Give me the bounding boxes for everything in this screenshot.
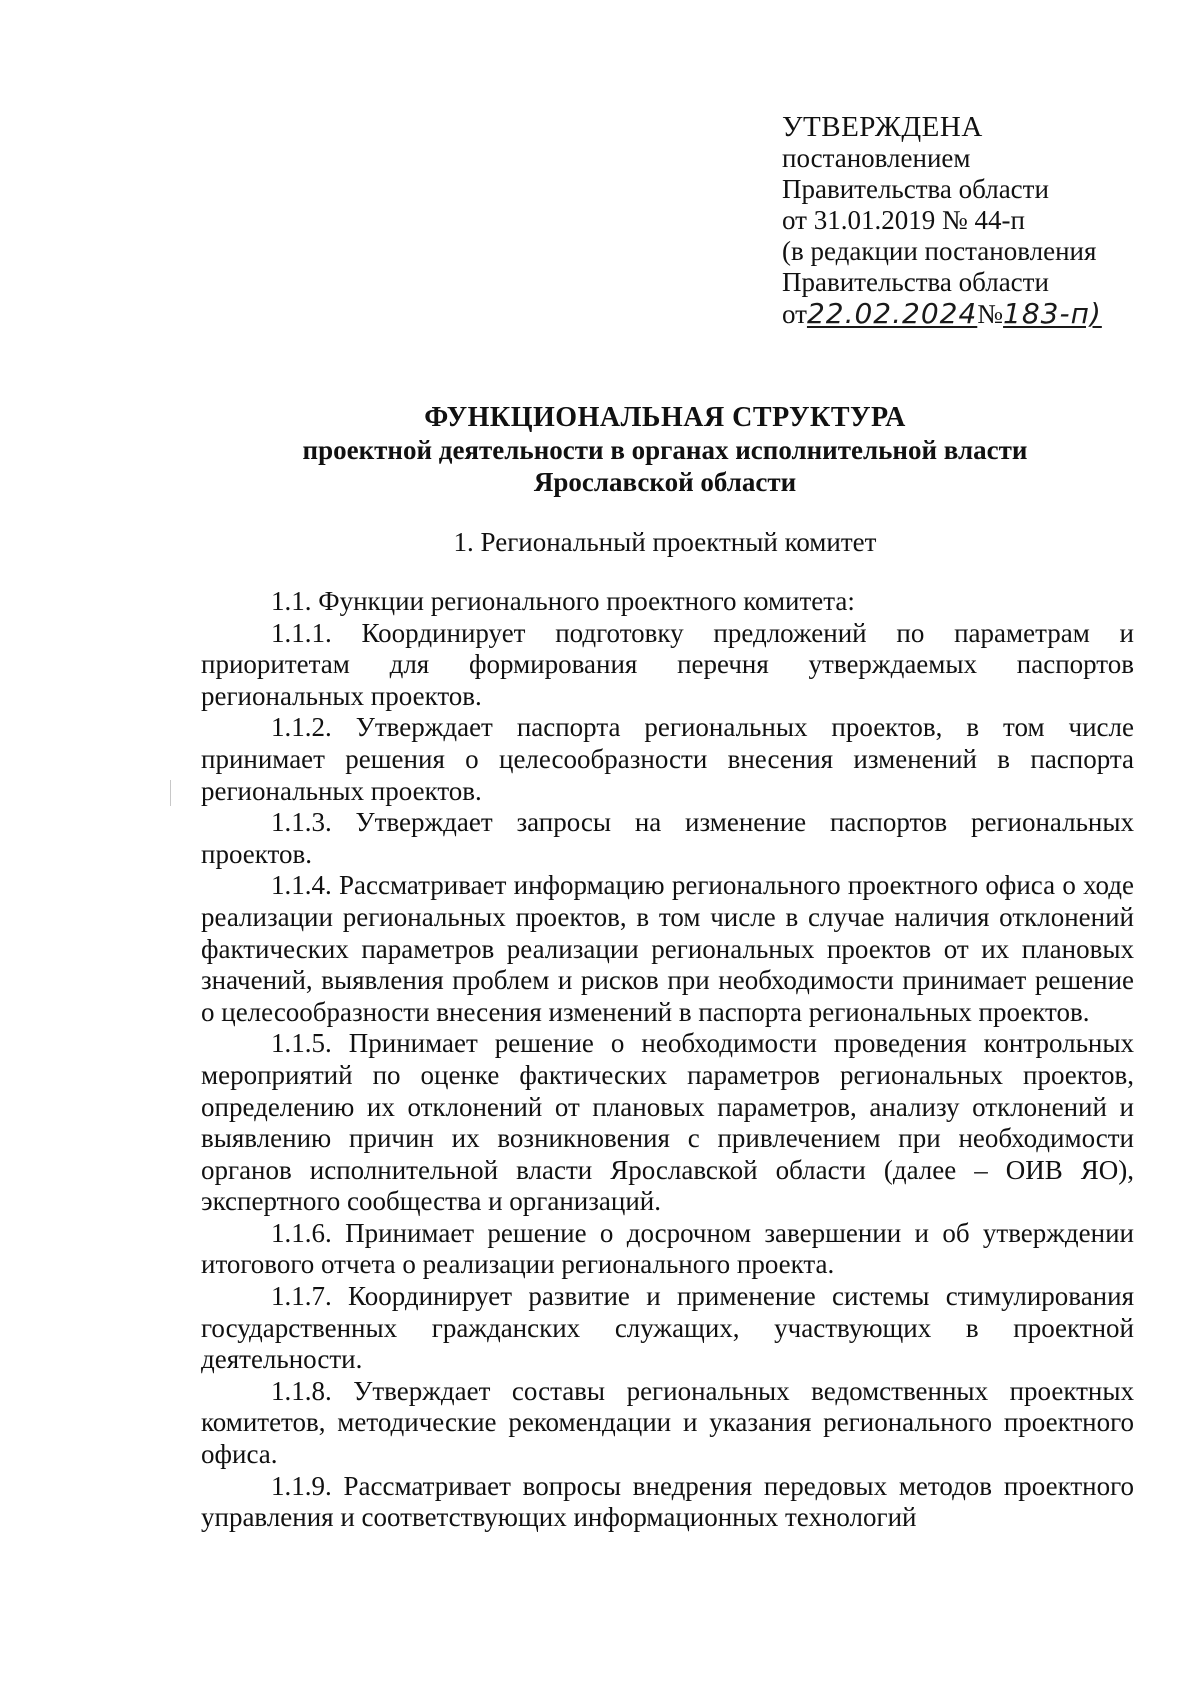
approval-line-2: Правительства области (782, 174, 1049, 204)
section-heading: 1. Региональный проектный комитет (453, 527, 877, 557)
paragraph-1-1-8: 1.1.8. Утверждает составы региональных ведомственных проектных комитетов, методические рекомендации и указания регионального проектного офиса. (201, 1375, 1134, 1470)
number-sign: № (977, 299, 1004, 329)
document-body (201, 586, 1134, 1534)
paragraph-1-1-6: 1.1.6. Принимает решение о досрочном завершении и об утверждении итогового отчета о реализации регионального проекта. (201, 1217, 1134, 1280)
approval-date-prefix: от (782, 299, 807, 329)
approval-title: УТВЕРЖДЕНА (782, 111, 983, 143)
approval-line-3: от 31.01.2019 № 44-п (782, 205, 1025, 235)
scan-artifact (170, 780, 171, 806)
paragraph-1-1-4: 1.1.4. Рассматривает информацию регионального проектного офиса о ходе реализации региональных проектов, в том числе в случае наличия отклонений фактических параметров реализации региональных проектов от их плановых значений, выявления проблем и рисков при необходимости принимает решение о целесообразности внесения изменений в паспорта региональных проектов. (201, 870, 1134, 1027)
title-main: ФУНКЦИОНАЛЬНАЯ СТРУКТУРА (424, 402, 906, 433)
handwritten-date: 22.02.2024 (806, 297, 978, 330)
approval-line-1: постановлением (782, 143, 971, 173)
title-subtitle-2: Ярославской области (533, 467, 797, 497)
paragraph-1-1-9: 1.1.9. Рассматривает вопросы внедрения передовых методов проектного управления и соответствующих информационных технологий (201, 1470, 1134, 1533)
handwritten-number: 183-п) (1003, 297, 1102, 330)
document-title (200, 402, 1130, 498)
paragraph-1-1: 1.1. Функции регионального проектного комитета: (271, 586, 855, 616)
approval-line-6 (782, 298, 1162, 330)
approval-stamp (782, 112, 1162, 330)
paragraph-1-1-1: 1.1.1. Координирует подготовку предложений по параметрам и приоритетам для формирования перечня утверждаемых паспортов региональных проектов. (201, 617, 1134, 711)
approval-line-5: Правительства области (782, 267, 1049, 297)
paragraph-1-1-3: 1.1.3. Утверждает запросы на изменение паспортов региональных проектов. (201, 807, 1134, 869)
paragraph-1-1-2: 1.1.2. Утверждает паспорта региональных проектов, в том числе принимает решения о целесообразности внесения изменений в паспорта региональных проектов. (201, 712, 1134, 806)
approval-line-4: (в редакции постановления (782, 236, 1097, 266)
paragraph-1-1-5: 1.1.5. Принимает решение о необходимости проведения контрольных мероприятий по оценке фактических параметров региональных проектов, определению их отклонений от плановых параметров, анализу отклонений и выявлению причин их возникновения с привлечением при необходимости органов исполнительной власти Ярославской области (далее – ОИВ ЯО), экспертного сообщества и организаций. (201, 1028, 1134, 1217)
title-subtitle-1: проектной деятельности в органах исполнительной власти (302, 435, 1028, 465)
paragraph-1-1-7: 1.1.7. Координирует развитие и применение системы стимулирования государственных гражданских служащих, участвующих в проектной деятельности. (201, 1281, 1134, 1375)
